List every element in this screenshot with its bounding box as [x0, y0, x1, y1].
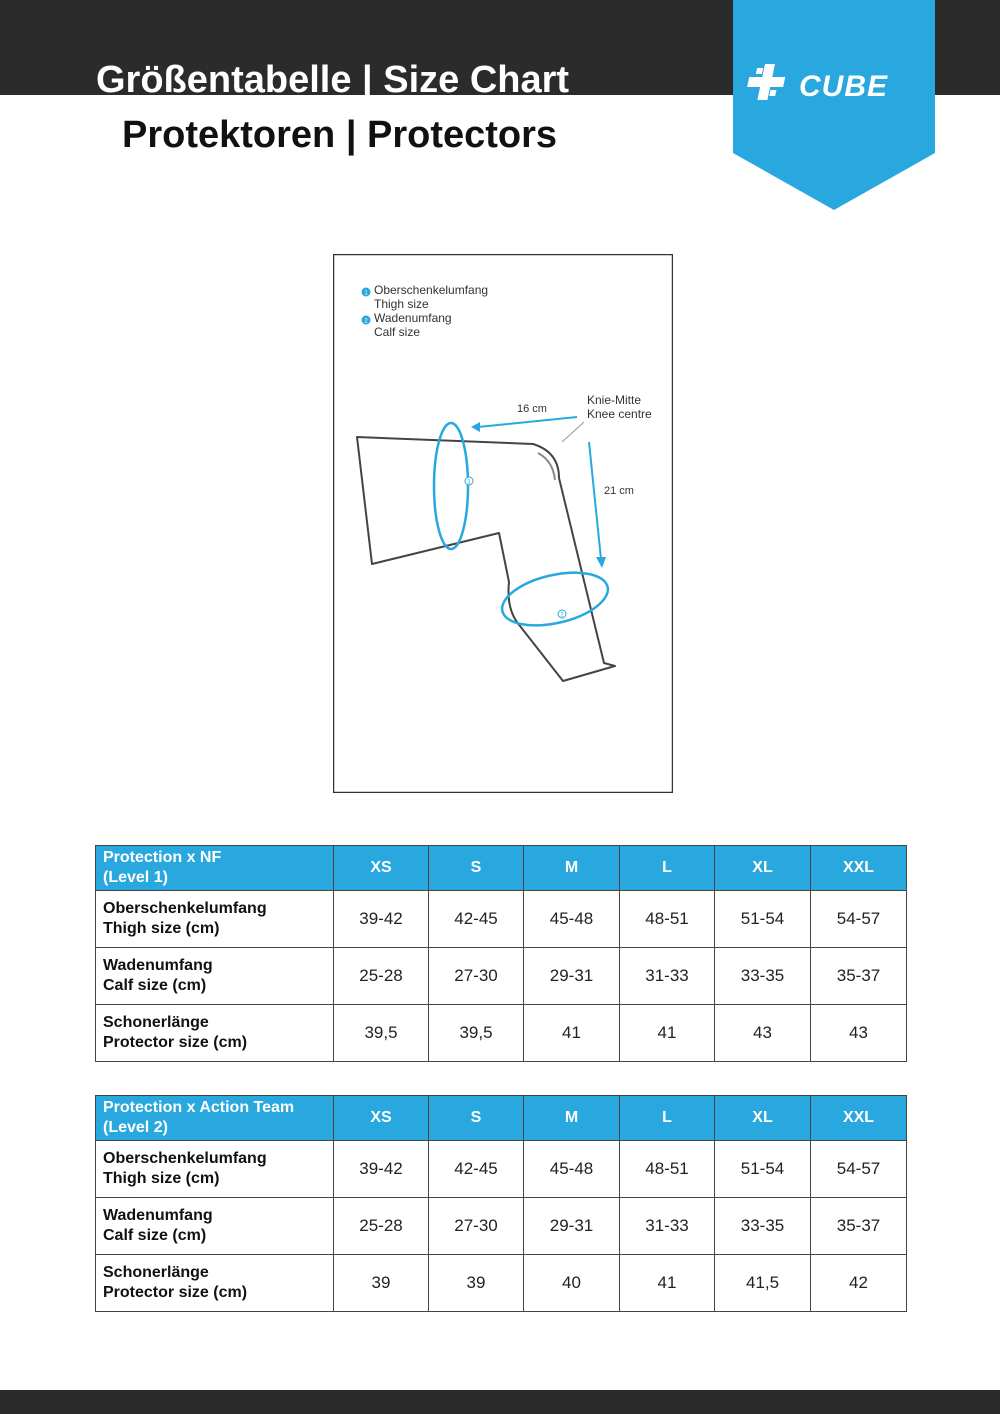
size-table-level-2	[95, 1095, 907, 1312]
table-row-thigh	[96, 891, 907, 948]
table-cell: 40	[524, 1255, 620, 1312]
table-row-protector	[96, 1255, 907, 1312]
table-cell: 41	[524, 1005, 620, 1062]
row-label-de: Schonerlänge	[103, 1014, 209, 1031]
table-cell: 48-51	[620, 891, 715, 948]
size-header-xl: XL	[715, 846, 811, 891]
table-cell: 43	[811, 1005, 907, 1062]
table-cell: 35-37	[811, 948, 907, 1005]
table-cell: 54-57	[811, 891, 907, 948]
table-cell: 25-28	[334, 948, 429, 1005]
table-cell: 42-45	[429, 891, 524, 948]
table-cell: 29-31	[524, 948, 620, 1005]
calf-distance-label: 21 cm	[604, 485, 634, 497]
row-label-en: Protector size (cm)	[103, 1284, 248, 1301]
size-header-xl: XL	[715, 1096, 811, 1141]
knee-measurement-diagram	[333, 254, 673, 793]
knee-label-de: Knie-Mitte	[587, 393, 642, 407]
row-label-de: Wadenumfang	[103, 1207, 213, 1224]
row-label-en: Thigh size (cm)	[103, 1170, 220, 1187]
size-table-level-1	[95, 845, 907, 1062]
table-cell: 41	[620, 1005, 715, 1062]
row-label	[96, 1198, 334, 1255]
table-cell: 39	[429, 1255, 524, 1312]
table-cell: 25-28	[334, 1198, 429, 1255]
table-cell: 31-33	[620, 1198, 715, 1255]
page-title: Größentabelle | Size Chart	[96, 59, 570, 101]
table-level: (Level 2)	[103, 1119, 168, 1136]
legend-label-de-1: Oberschenkelumfang	[374, 283, 489, 297]
row-label	[96, 891, 334, 948]
table-cell: 42-45	[429, 1141, 524, 1198]
row-label-de: Oberschenkelumfang	[103, 900, 267, 917]
table-cell: 27-30	[429, 1198, 524, 1255]
table-title: Protection x Action Team	[103, 1099, 295, 1116]
table-cell: 27-30	[429, 948, 524, 1005]
table-header-row	[96, 1096, 907, 1141]
table-row-calf	[96, 1198, 907, 1255]
size-header-m: M	[524, 1096, 620, 1141]
bottom-bar	[0, 1390, 1000, 1414]
row-label-en: Calf size (cm)	[103, 1227, 207, 1244]
legend-number-2: 2	[364, 318, 368, 325]
size-header-s: S	[429, 846, 524, 891]
row-label	[96, 948, 334, 1005]
table-cell: 41	[620, 1255, 715, 1312]
calf-marker-number: 2	[560, 612, 564, 619]
table-title-cell	[96, 1096, 334, 1141]
legend-label-en-1: Thigh size	[374, 297, 429, 311]
thigh-marker-number: 1	[467, 479, 471, 486]
table-cell: 39-42	[334, 891, 429, 948]
legend-number-1: 1	[364, 290, 368, 297]
table-cell: 45-48	[524, 891, 620, 948]
table-cell: 48-51	[620, 1141, 715, 1198]
table-cell: 39-42	[334, 1141, 429, 1198]
row-label-en: Thigh size (cm)	[103, 920, 220, 937]
row-label	[96, 1255, 334, 1312]
table-cell: 35-37	[811, 1198, 907, 1255]
thigh-distance-label: 16 cm	[517, 403, 547, 415]
table-title: Protection x NF	[103, 849, 222, 866]
table-row-calf	[96, 948, 907, 1005]
cube-logo	[733, 0, 935, 210]
size-header-xs: XS	[334, 846, 429, 891]
row-label-de: Schonerlänge	[103, 1264, 209, 1281]
row-label-en: Protector size (cm)	[103, 1034, 248, 1051]
table-cell: 39	[334, 1255, 429, 1312]
table-cell: 33-35	[715, 948, 811, 1005]
size-header-l: L	[620, 1096, 715, 1141]
table-cell: 31-33	[620, 948, 715, 1005]
knee-label-en: Knee centre	[587, 407, 652, 421]
row-label-de: Oberschenkelumfang	[103, 1150, 267, 1167]
table-cell: 43	[715, 1005, 811, 1062]
size-header-xxl: XXL	[811, 846, 907, 891]
size-header-l: L	[620, 846, 715, 891]
row-label-en: Calf size (cm)	[103, 977, 207, 994]
brand-wordmark: CUBE	[799, 70, 889, 103]
size-header-xxl: XXL	[811, 1096, 907, 1141]
page-subtitle: Protektoren | Protectors	[122, 114, 558, 156]
row-label	[96, 1141, 334, 1198]
table-cell: 39,5	[334, 1005, 429, 1062]
row-label	[96, 1005, 334, 1062]
table-row-protector	[96, 1005, 907, 1062]
table-cell: 51-54	[715, 1141, 811, 1198]
table-cell: 54-57	[811, 1141, 907, 1198]
table-cell: 51-54	[715, 891, 811, 948]
size-header-m: M	[524, 846, 620, 891]
legend-label-de-2: Wadenumfang	[374, 311, 452, 325]
table-cell: 39,5	[429, 1005, 524, 1062]
table-cell: 29-31	[524, 1198, 620, 1255]
table-cell: 41,5	[715, 1255, 811, 1312]
table-cell: 33-35	[715, 1198, 811, 1255]
legend-label-en-2: Calf size	[374, 325, 421, 339]
table-row-thigh	[96, 1141, 907, 1198]
table-header-row	[96, 846, 907, 891]
size-header-s: S	[429, 1096, 524, 1141]
table-title-cell	[96, 846, 334, 891]
table-cell: 45-48	[524, 1141, 620, 1198]
row-label-de: Wadenumfang	[103, 957, 213, 974]
size-header-xs: XS	[334, 1096, 429, 1141]
table-cell: 42	[811, 1255, 907, 1312]
table-level: (Level 1)	[103, 869, 168, 886]
